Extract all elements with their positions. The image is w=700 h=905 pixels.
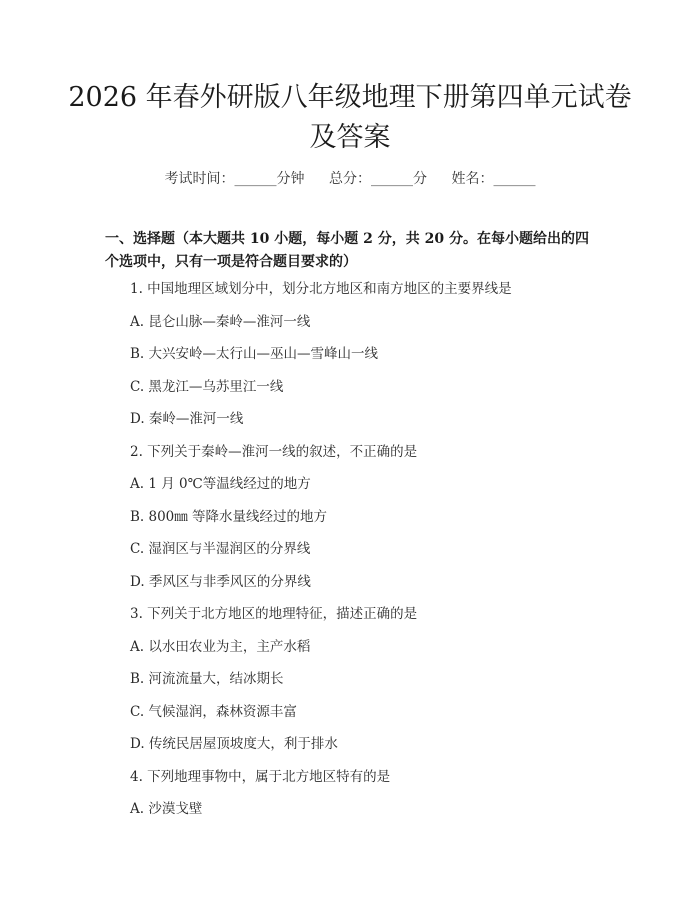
exam-time-blank: ______: [234, 171, 277, 187]
student-name-field: [451, 171, 535, 187]
question-stem-2: 2. 下列关于秦岭—淮河一线的叙述，不正确的是: [130, 443, 418, 460]
exam-time-unit: 分钟: [276, 171, 305, 187]
exam-info-line: [0, 168, 700, 188]
student-name-label: 姓名：: [451, 171, 494, 187]
total-score-unit: 分: [413, 171, 427, 187]
total-score-field: [329, 171, 427, 187]
option-2d: D. 季风区与非季风区的分界线: [130, 573, 311, 590]
option-3b: B. 河流流量大，结冰期长: [130, 671, 284, 687]
option-3d: D. 传统民居屋顶坡度大，利于排水: [130, 736, 338, 752]
option-2b: B. 800㎜ 等降水量线经过的地方: [130, 508, 328, 525]
option-3a: A. 以水田农业为主，主产水稻: [130, 638, 311, 655]
section-heading: 一、选择题（本大题共 10 小题，每小题 2 分，共 20 分。在每小题给出的四个选项中，只有一项是符合题目要求的）: [105, 231, 589, 270]
exam-time-field: [165, 171, 305, 187]
question-stem-3: 3. 下列关于北方地区的地理特征，描述正确的是: [130, 606, 418, 622]
page-title: 2026 年春外研版八年级地理下册第四单元试卷及答案: [68, 82, 632, 153]
exam-time-label: 考试时间：: [164, 171, 235, 187]
question-stem-1: 1. 中国地理区域划分中，划分北方地区和南方地区的主要界线是: [130, 281, 512, 297]
option-1d: D. 秦岭—淮河一线: [130, 411, 244, 427]
option-1c: C. 黑龙江—乌苏里江一线: [130, 378, 284, 395]
option-4a: A. 沙漠戈壁: [130, 801, 203, 817]
option-2c: C. 湿润区与半湿润区的分界线: [130, 541, 311, 557]
student-name-blank: ______: [493, 171, 536, 187]
total-score-label: 总分：: [329, 171, 371, 187]
question-list: [130, 277, 610, 830]
option-1a: A. 昆仑山脉—秦岭—淮河一线: [130, 313, 311, 330]
option-1b: B. 大兴安岭—太行山—巫山—雪峰山一线: [130, 346, 379, 362]
question-stem-4: 4. 下列地理事物中，属于北方地区特有的是: [130, 768, 391, 785]
option-3c: C. 气候湿润，森林资源丰富: [130, 703, 297, 720]
total-score-blank: ______: [371, 171, 413, 187]
option-2a: A. 1 月 0℃等温线经过的地方: [130, 476, 311, 492]
